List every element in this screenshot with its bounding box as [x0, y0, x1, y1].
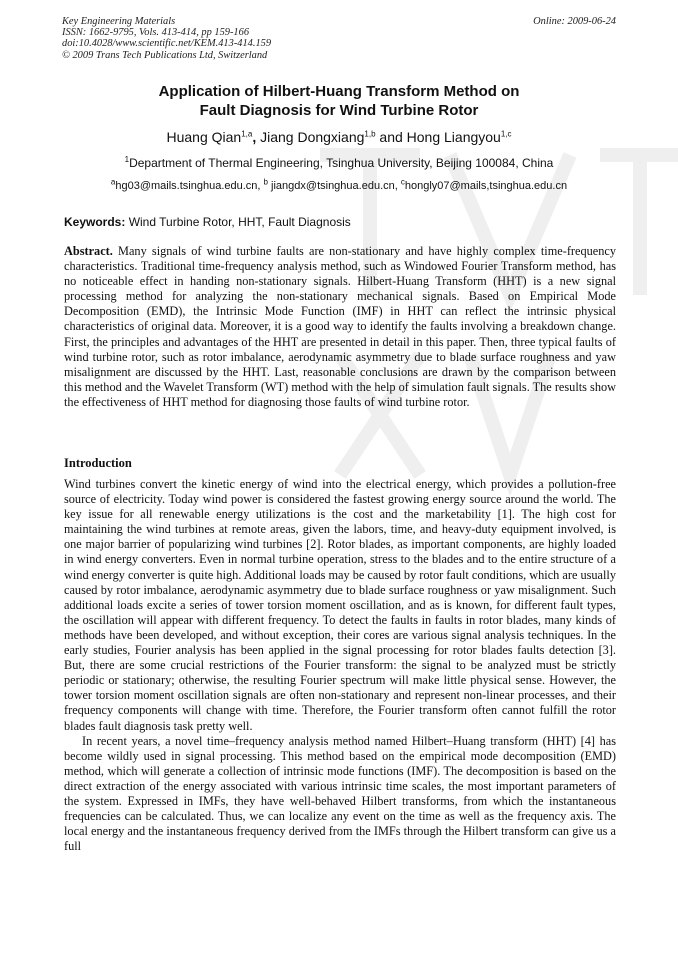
author-list: [62, 128, 616, 146]
email-a[interactable]: hg03@mails.tsinghua.edu.cn,: [115, 180, 264, 192]
email-b-marker: b: [263, 177, 268, 187]
author-2: Jiang Dongxiang: [260, 129, 365, 145]
author-separator: ,: [252, 129, 261, 145]
email-b[interactable]: jiangdx@tsinghua.edu.cn,: [267, 180, 401, 192]
section-heading-introduction: Introduction: [64, 456, 132, 470]
title-line-1: Application of Hilbert-Huang Transform Method on: [158, 83, 520, 100]
keywords-text: Wind Turbine Rotor, HHT, Fault Diagnosis: [125, 215, 351, 229]
affiliation: [62, 156, 616, 171]
author-1: Huang Qian: [166, 129, 242, 145]
affiliation-marker: 1: [124, 155, 130, 164]
author-3-affil: 1,c: [500, 129, 512, 139]
online-date: Online: 2009-06-24: [533, 16, 616, 27]
copyright-line: © 2009 Trans Tech Publications Ltd, Switzerland: [62, 49, 268, 61]
affiliation-text: Department of Thermal Engineering, Tsinghua University, Beijing 100084, China: [129, 156, 554, 170]
author-3: Hong Liangyou: [406, 129, 501, 145]
email-c[interactable]: hongly07@mails,tsinghua.edu.cn: [404, 180, 568, 192]
keywords-label: Keywords:: [64, 215, 126, 229]
journal-name: Key Engineering Materials: [62, 16, 176, 27]
author-1-affil: 1,a: [241, 129, 253, 139]
introduction-body: [64, 477, 616, 854]
keywords: [64, 215, 616, 230]
paper-title: [62, 82, 616, 120]
abstract-label: Abstract.: [64, 244, 113, 258]
email-list: [62, 179, 616, 193]
issn-line: ISSN: 1662-9795, Vols. 413-414, pp 159-166: [62, 27, 250, 39]
email-c-marker: c: [400, 177, 405, 187]
author-and: and: [375, 129, 407, 145]
intro-paragraph-1: Wind turbines convert the kinetic energy of wind into the electrical energy, which provides a pollution-free source of electricity. Today wind power is considered the fastest growing energy source around the world. The key issue for all renewable energy utilizations is the cost and the marketability [1]. The high cost for maintaining the wind turbines at remote areas, given the labors, time, and heavy-duty equipment involved, is one major barrier of popularizing wind turbines [2]. Rotor blades, as important components, are highly loaded in wind energy converters. Even in normal turbine operation, stress to the blades and to the entire structure of a wind energy converter is quite high. Additional loads may be caused by rotor fault conditions, which are usually caused by rotor imbalance, aerodynamic asymmetry due to blade surface roughness or yaw misalignment. Such additional loads excite a series of tower torsion moment oscillation, and as is known, for different fault types, the oscillation will appear with different frequency. To detect the faults in faults in rotor blades, many kinds of methods have been developed, and without exception, their cores are various signal analysis techniques. In the early studies, Fourier analysis has been applied in the signal processing for rotor blades faults detection [3]. But, there are some crucial restrictions of the Fourier transform: the signal to be analyzed must be strictly periodic or stationary; otherwise, the resulting Fourier spectrum will make little physical sense. However, the tower torsion moment oscillation signals are often non-stationary and represent non-linear processes, and their frequency components will change with time. Therefore, the Fourier transform often cannot fulfill the rotor blades fault diagnosis task pretty well.: [64, 477, 616, 733]
intro-paragraph-2: In recent years, a novel time–frequency analysis method named Hilbert–Huang transform (HHT) [4] has become wildly used in signal processing. This method based on the empirical mode decomposition (EMD) method, which will generate a collection of intrinsic mode functions (IMF). The decomposition is based on the direct extraction of the energy associated with various intrinsic time scales, the most important parameters of the system. Expressed in IMFs, they have well-behaved Hilbert transforms, from which the instantaneous frequencies can be calculated. Thus, we can localize any event on the time as well as the frequency axis. The local energy and the instantaneous frequency derived from the IMFs through the Hilbert transform can give us a full: [64, 733, 616, 854]
doi-line[interactable]: doi:10.4028/www.scientific.net/KEM.413-414.159: [62, 38, 272, 50]
author-2-affil: 1,b: [364, 129, 376, 139]
email-a-marker: a: [110, 177, 116, 187]
title-line-2: Fault Diagnosis for Wind Turbine Rotor: [199, 102, 479, 119]
abstract: [64, 244, 616, 410]
abstract-text: Many signals of wind turbine faults are non-stationary and have highly complex time-frequency characteristics. Traditional time-frequency analysis method, such as Windowed Fourier Transform method, has no noticeable effect in handing non-stationary signals. Hilbert-Huang Transform (HHT) is a new signal processing method for analyzing the non-stationary mechanical signals. Based on Empirical Mode Decomposition (EMD), the Intrinsic Mode Function (IMF) in HHT can reflect the intrinsic physical characteristics of original data. Moreover, it is a good way to identify the faults involving a breakdown change. First, the principles and advantages of the HHT are presented in detail in this paper. Then, three typical faults of wind turbine rotor, such as rotor imbalance, aerodynamic asymmetry due to blade surface roughness and yaw misalignment are discussed by the HHT. Last, reasonable conclusions are drawn by the comparison between this method and the Wavelet Transform (WT) method with the help of simulation fault signals. The results show the effectiveness of HHT method for diagnosing those faults of wind turbine rotor.: [64, 244, 616, 409]
journal-header: [62, 16, 616, 61]
